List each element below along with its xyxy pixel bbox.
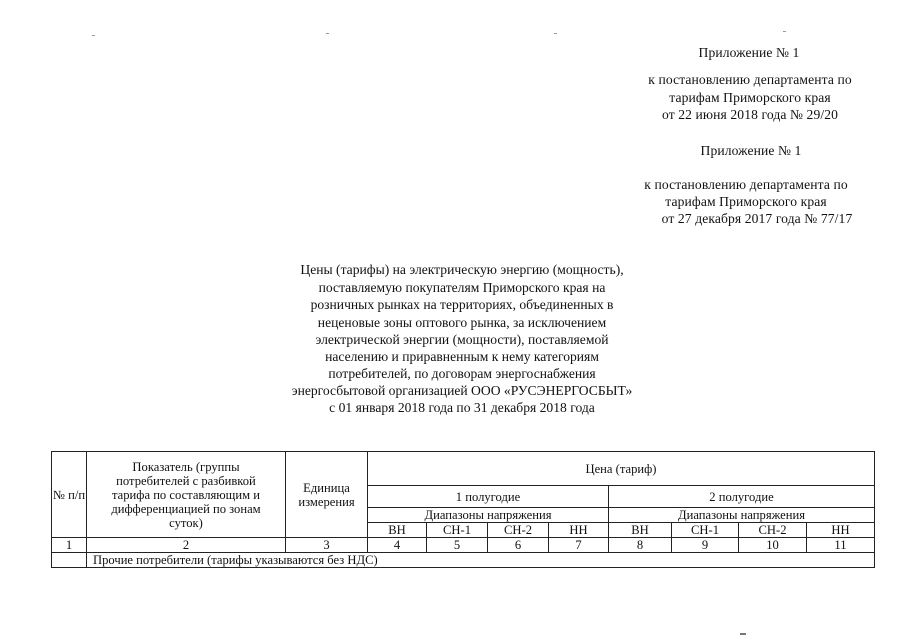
appendix-1-heading: Приложение № 1	[698, 45, 800, 60]
title-line: Цены (тарифы) на электрическую энергию (мощность),	[300, 262, 624, 277]
header-voltage-vn-2: ВН	[609, 523, 672, 538]
header-half-1: 1 полугодие	[368, 486, 609, 508]
title-line: населению и приравненным к нему категориям	[325, 349, 599, 364]
scan-speck	[554, 33, 557, 34]
header-voltage-sn1-1: СН-1	[427, 523, 488, 538]
title-line: неценовые зоны оптового рынка, за исключением	[317, 315, 607, 330]
appendix-2-line-3: от 27 декабря 2017 года № 77/17	[661, 211, 853, 226]
column-number: 5	[427, 538, 488, 553]
column-number: 3	[286, 538, 368, 553]
column-number: 1	[52, 538, 87, 553]
appendix-1-line-3: от 22 июня 2018 года № 29/20	[661, 107, 839, 122]
title-line: поставляемую покупателям Приморского края на	[318, 280, 606, 295]
header-voltage-nn-2: НН	[807, 523, 875, 538]
header-price: Цена (тариф)	[368, 452, 875, 486]
header-row-number: № п/п	[52, 452, 87, 538]
column-number: 11	[807, 538, 875, 553]
header-voltage-sn1-2: СН-1	[672, 523, 739, 538]
appendix-2-line-2: тарифам Приморского края	[665, 194, 827, 209]
header-voltage-ranges-1: Диапазоны напряжения	[368, 508, 609, 523]
column-number: 4	[368, 538, 427, 553]
title-line: потребителей, по договорам энергоснабжения	[328, 366, 596, 381]
column-number: 7	[549, 538, 609, 553]
scan-speck	[740, 633, 746, 635]
title-line: электрической энергии (мощности), поставляемой	[315, 332, 609, 347]
header-voltage-ranges-2: Диапазоны напряжения	[609, 508, 875, 523]
column-number: 6	[488, 538, 549, 553]
column-number: 8	[609, 538, 672, 553]
header-indicator: Показатель (группы потребителей с разбивкой тарифа по составляющим и дифференциацией по зонам суток)	[87, 452, 286, 538]
title-line: с 01 января 2018 года по 31 декабря 2018 года	[329, 400, 595, 415]
section-row: Прочие потребители (тарифы указываются без НДС)	[87, 553, 875, 568]
header-unit: Единица измерения	[286, 452, 368, 538]
header-voltage-sn2-1: СН-2	[488, 523, 549, 538]
scan-speck	[783, 31, 786, 32]
scan-speck	[326, 33, 329, 34]
column-number: 10	[739, 538, 807, 553]
appendix-1-line-2: тарифам Приморского края	[669, 90, 831, 105]
table-row-number-cell	[52, 553, 87, 568]
title-line: розничных рынках на территориях, объединенных в	[310, 297, 614, 312]
header-voltage-sn2-2: СН-2	[739, 523, 807, 538]
header-voltage-vn-1: ВН	[368, 523, 427, 538]
header-half-2: 2 полугодие	[609, 486, 875, 508]
column-number: 9	[672, 538, 739, 553]
tariff-table	[51, 451, 875, 568]
appendix-2-heading: Приложение № 1	[700, 143, 802, 158]
appendix-2-line-1: к постановлению департамента по	[644, 177, 848, 192]
header-voltage-nn-1: НН	[549, 523, 609, 538]
appendix-1-line-1: к постановлению департамента по	[648, 72, 852, 87]
title-line: энергосбытовой организацией ООО «РУСЭНЕРГОСБЫТ»	[291, 383, 633, 398]
column-number: 2	[87, 538, 286, 553]
scan-speck	[92, 35, 95, 36]
